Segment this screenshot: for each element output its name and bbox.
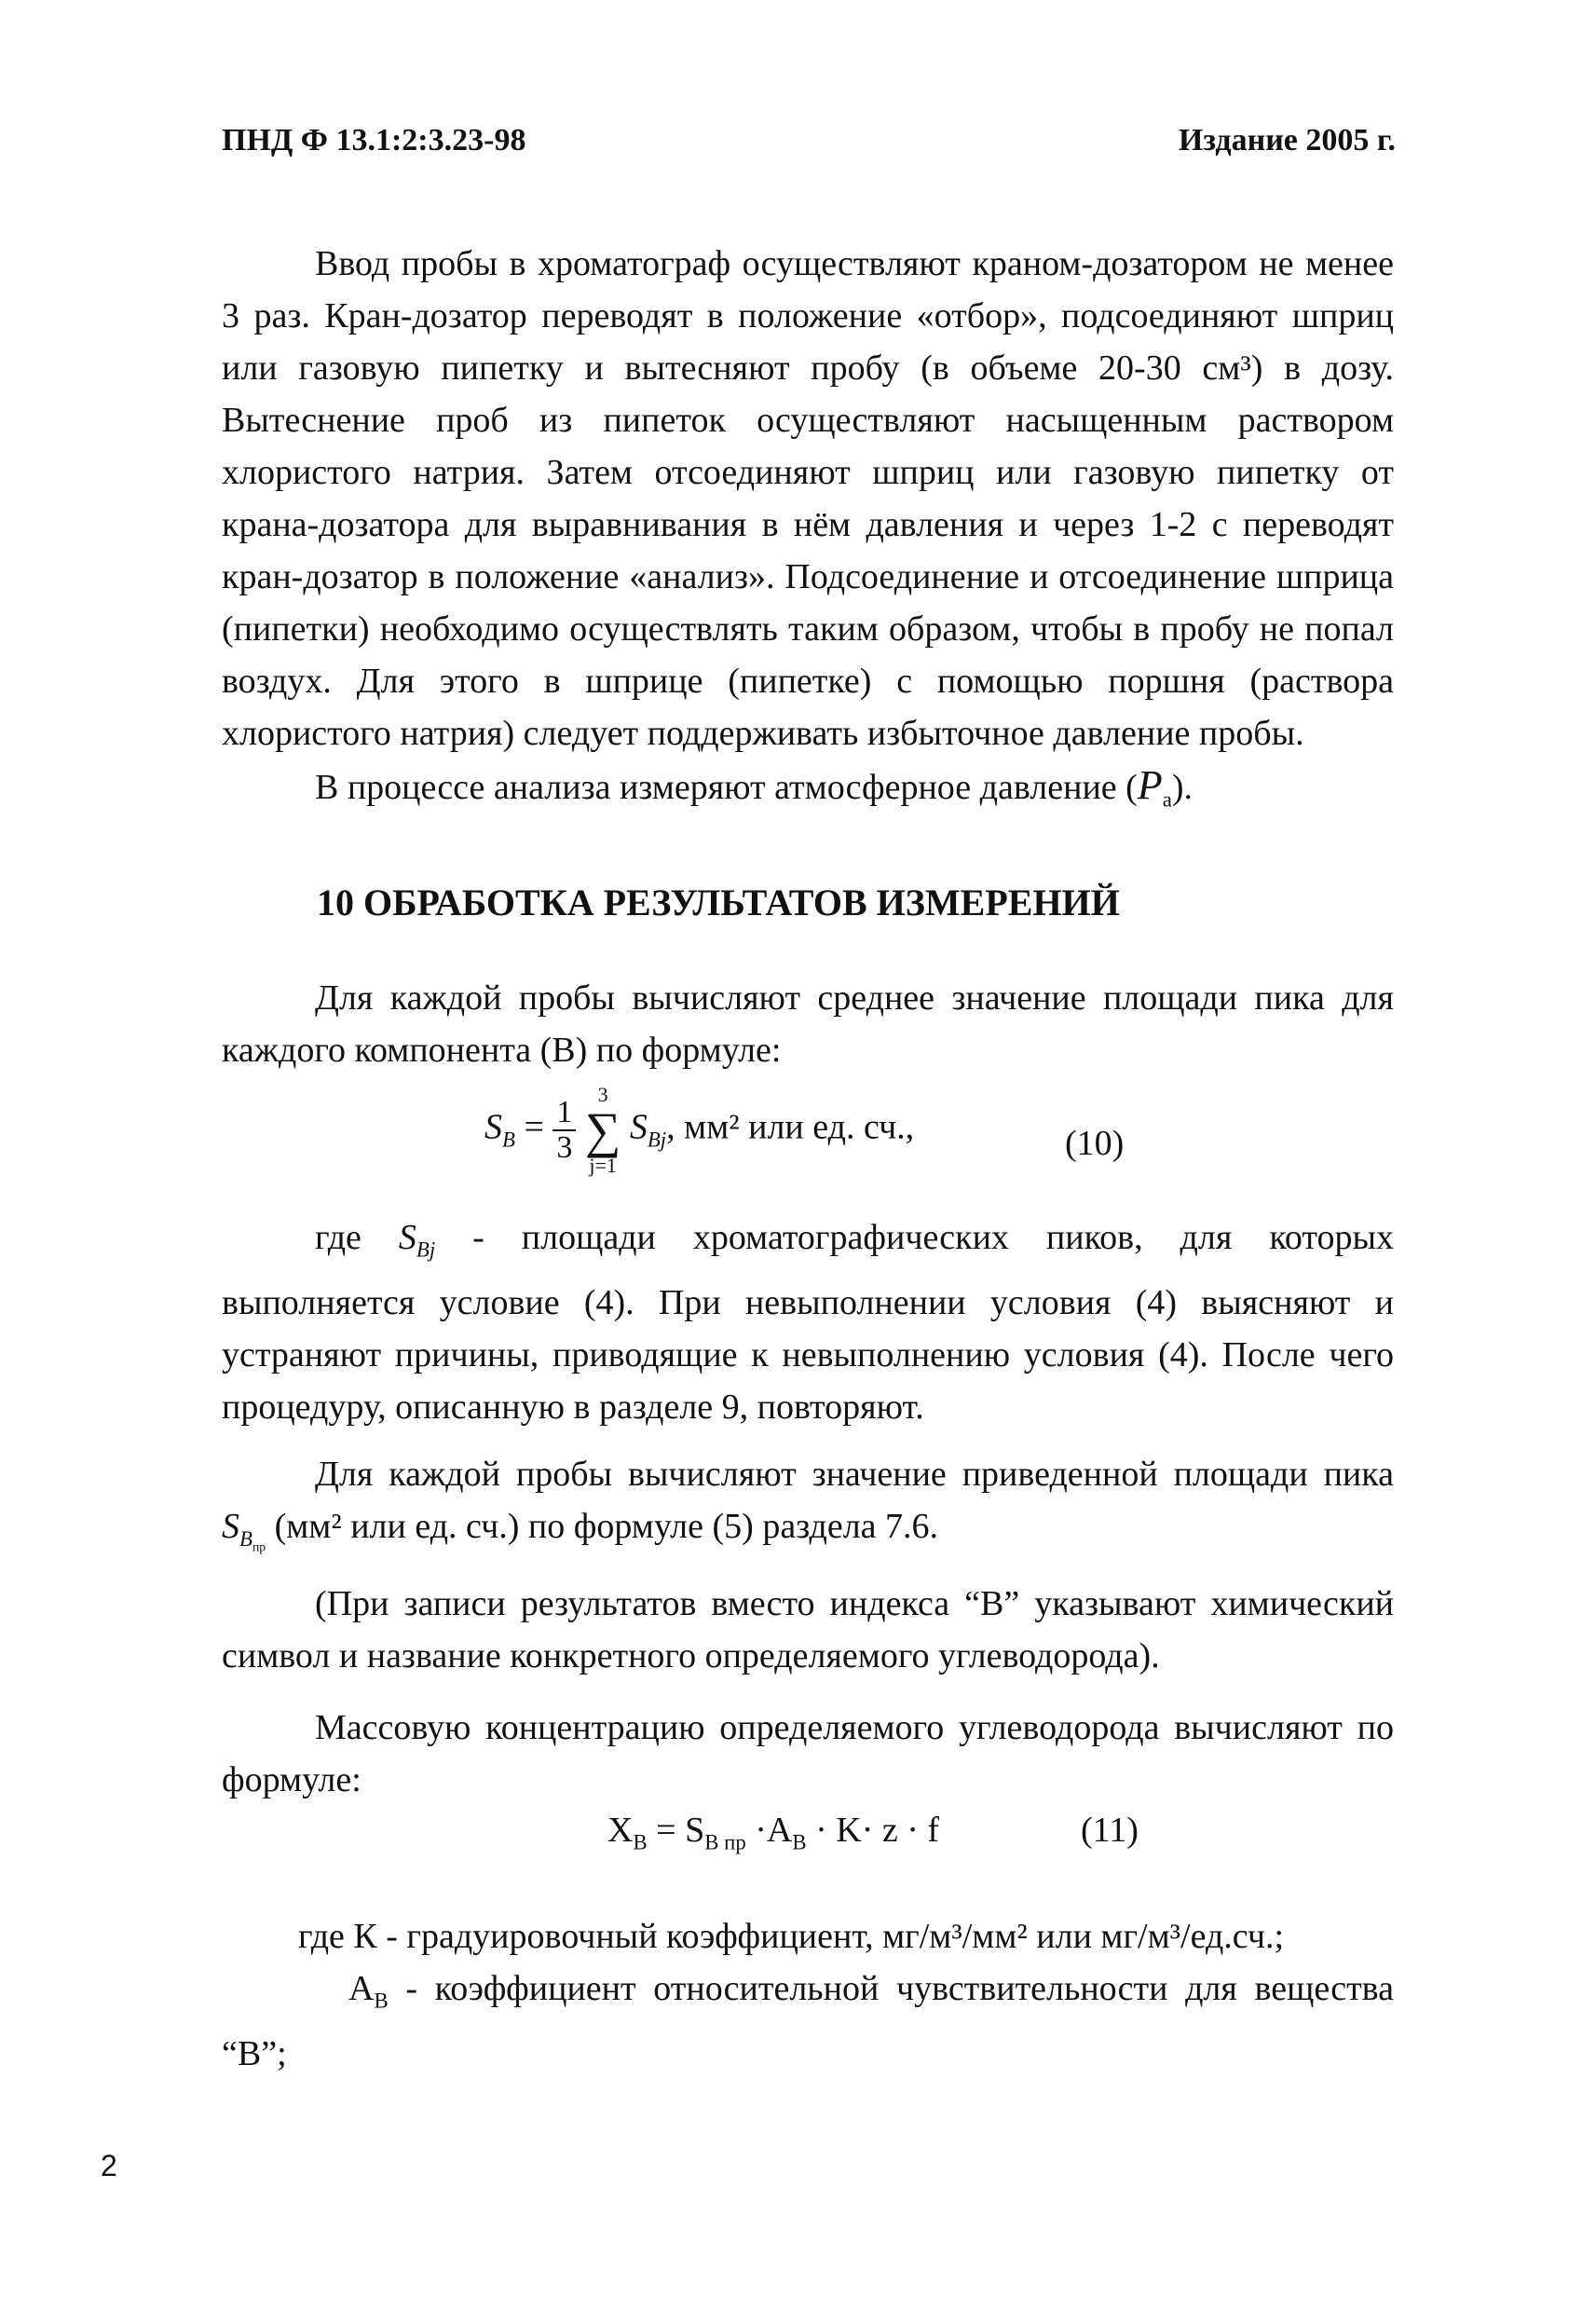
formula-rest: · K· z · f	[806, 1811, 940, 1850]
pressure-symbol: P	[1137, 762, 1163, 808]
summation	[585, 1083, 621, 1178]
sbj-subscript: Bj	[416, 1238, 436, 1262]
paragraph-where-k	[298, 1910, 1394, 1962]
formula-lhs: S	[484, 1107, 502, 1147]
section-heading: 10 ОБРАБОТКА РЕЗУЛЬТАТОВ ИЗМЕРЕНИЙ	[317, 882, 1120, 923]
sbpr-subsubscript: пр	[252, 1539, 266, 1554]
ab-symbol: A	[348, 1969, 375, 2008]
document-code: ПНД Ф 13.1:2:3.23-98	[222, 123, 526, 157]
pressure-end: ).	[1171, 768, 1193, 807]
reduced-area-end: (мм² или ед. сч.) по формуле (5) раздела 7.6.	[266, 1507, 939, 1546]
formula-s: = S	[647, 1811, 705, 1850]
sbj-symbol: S	[398, 1218, 416, 1257]
page-number: 2	[101, 2149, 117, 2182]
formula-units: , мм² или ед. сч.,	[666, 1107, 915, 1147]
paragraph-text	[222, 1448, 1394, 1573]
paragraph-text: Ввод пробы в хроматограф осуществляют краном-дозатором не менее 3 раз. Кран-дозатор переводят в положение «отбор», подсоединяют шприц или газовую пипетку и вытесняют пробу (в объеме 20-30 см³) в дозу. Вытеснение проб из пипеток осуществляют насыщенным раствором хлористого натрия. Затем отсоединяют шприц или газовую пипетку от крана-дозатора для выравнивания в нём давления и через 1-2 с переводят кран-дозатор в положение «анализ». Подсоединение и отсоединение шприца (пипетки) необходимо осуществлять таким образом, чтобы в пробу не попал воздух. Для этого в шприце (пипетке) с помощью поршня (раствора хлористого натрия) следует поддерживать избыточное давление пробы.	[222, 244, 1394, 753]
formula-equals: =	[524, 1107, 544, 1147]
fraction-denominator: 3	[556, 1130, 573, 1165]
formula-a: ·A	[745, 1811, 793, 1850]
paragraph-where-sbj	[222, 1211, 1394, 1433]
sum-sign: ∑	[584, 1102, 621, 1158]
paragraph-text: Массовую концентрацию определяемого углеводорода вычисляют по формуле:	[222, 1708, 1394, 1799]
pressure-text: В процессе анализа измеряют атмосферное давление (	[315, 768, 1138, 807]
paragraph-mean-area	[222, 972, 1394, 1076]
reduced-area-text: Для каждой пробы вычисляют значение приведенной площади пика	[315, 1455, 1394, 1494]
formula-term-subscript: Bj	[647, 1128, 667, 1152]
formula-x: X	[607, 1811, 634, 1850]
paragraph-pressure	[222, 759, 1394, 827]
paragraph-mass-concentration	[222, 1702, 1394, 1806]
sum-lower-limit: j=1	[589, 1154, 617, 1177]
paragraph-where-ab	[222, 1962, 1394, 2080]
equation-number-10: (10)	[1065, 1124, 1125, 1163]
paragraph-text: (При записи результатов вместо индекса “В” указывают химический символ и название конкретного определяемого углеводорода).	[222, 1584, 1394, 1675]
formula-a-subscript: B	[792, 1830, 807, 1854]
paragraph-reduced-area	[222, 1448, 1394, 1573]
pressure-subscript: а	[1162, 787, 1172, 812]
paragraph-text: где К - градуировочный коэффициент, мг/м³/мм² или мг/м³/ед.сч.;	[298, 1917, 1285, 1956]
fraction	[552, 1096, 576, 1165]
paragraph-text	[222, 1962, 1394, 2080]
formula-11	[607, 1810, 939, 1855]
paragraph-text: Для каждой пробы вычисляют среднее значение площади пика для каждого компонента (В) по формуле:	[222, 978, 1394, 1070]
where-word: где	[315, 1218, 399, 1257]
paragraph-text	[222, 1211, 1394, 1433]
formula-lhs-subscript: B	[502, 1128, 515, 1152]
formula-10	[484, 1083, 914, 1178]
fraction-numerator: 1	[552, 1096, 576, 1131]
equation-number-11: (11)	[1081, 1811, 1139, 1850]
formula-term: S	[629, 1107, 648, 1147]
sbj-description: - площади хроматографических пиков, для которых выполняется условие (4). При невыполнении условия (4) выясняют и устраняют причины, приводящие к невыполнению условия (4). После чего процедуру, описанную в разделе 9, повторяют.	[222, 1218, 1394, 1427]
paragraph-note	[222, 1578, 1394, 1682]
formula-s-subscript: B пр	[704, 1830, 746, 1854]
formula-x-subscript: B	[633, 1830, 648, 1854]
sbpr-subscript: B	[239, 1526, 252, 1551]
ab-description: - коэффициент относительной чувствительности для вещества “B”;	[222, 1969, 1394, 2073]
edition-year: Издание 2005 г.	[1178, 123, 1396, 157]
ab-subscript: B	[374, 1989, 389, 2013]
paragraph-sample-injection	[222, 238, 1394, 827]
sum-upper-limit: 3	[597, 1083, 608, 1106]
sbpr-symbol: S	[222, 1507, 239, 1546]
